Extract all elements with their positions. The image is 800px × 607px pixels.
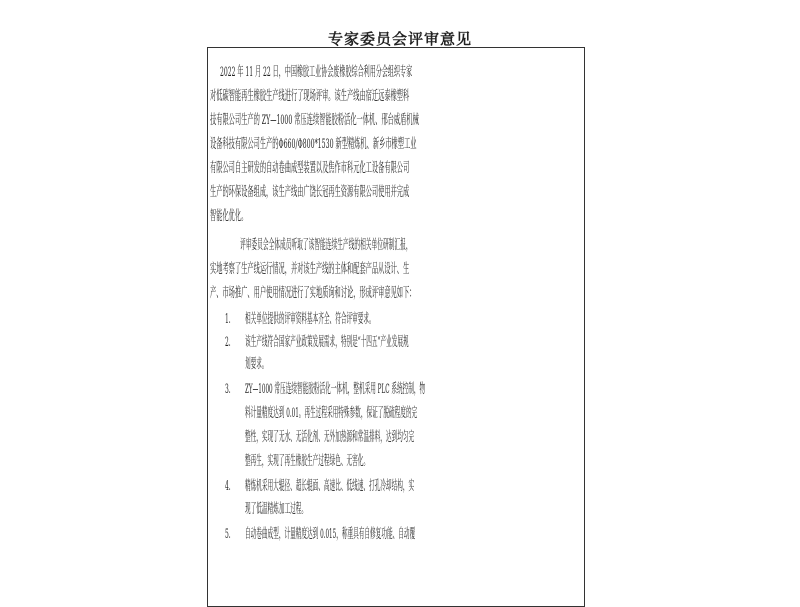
- item-number: 3.: [225, 382, 231, 397]
- item-line: 整再生，实现了再生橡胶生产过程绿色、无害化。: [245, 454, 370, 469]
- paragraph-1-line: 生产的环保设备组成，该生产线由广饶长冠再生资源有限公司使用并完成: [210, 185, 410, 200]
- paragraph-1-line: 2022 年 11 月 22 日，中国橡胶工业协会废橡胶综合利用分会组织专家: [220, 65, 413, 80]
- paragraph-1-line: 有限公司自主研发的自动卷曲成型装置以及焦作市科元化工设备有限公司: [210, 161, 410, 176]
- paragraph-2-line: 评审委员会全体成员听取了该智能连续生产线的相关单位研制汇报，: [240, 238, 412, 253]
- item-line: 相关单位提供的评审资料基本齐全、符合评审要求。: [245, 312, 375, 327]
- item-number: 5.: [225, 527, 231, 542]
- item-line: 划要求。: [245, 357, 268, 372]
- paragraph-1-line: 智能化优化。: [210, 209, 248, 224]
- paragraph-1-line: 技有限公司生产的 ZY—1000 常压连续智能胶粉活化一体机、邢台威盾机械: [210, 113, 419, 128]
- document-title: 专家委员会评审意见: [327, 30, 472, 48]
- item-line: 该生产线符合国家产业政策发展需求，特别是“十四五”产业发展规: [245, 335, 409, 350]
- item-line: 精炼机采用大辊径、超长辊面、高速比、低线速、打孔冷却结构，实: [245, 479, 415, 494]
- item-line: 自动卷曲成型，计量精度达到 0.015，称重具有自修复功能、自动覆: [245, 527, 416, 542]
- item-number: 2.: [225, 335, 231, 350]
- paragraph-2-line: 实地考察了生产线运行情况，并对该生产线的主体和配套产品从设计、生: [210, 262, 410, 277]
- paragraph-2-line: 产、市场推广、用户使用情况进行了实地质询和讨论，形成评审意见如下：: [210, 286, 416, 301]
- item-line: 料计量精度达到 0.01。再生过程采用特殊参数，保证了脱硫程度的完: [245, 406, 418, 421]
- item-number: 1.: [225, 312, 231, 327]
- item-line: 整性，实现了无水、无活化剂、无外加热源和常温排料，达到均匀完: [245, 430, 415, 445]
- paragraph-1-line: 对低碳智能再生橡胶生产线进行了现场评审。该生产线由宿迁远泰橡塑科: [210, 89, 410, 104]
- item-number: 4.: [225, 479, 231, 494]
- item-line: ZY—1000 常压连续智能胶粉活化一体机，整机采用 PLC 系统控制，物: [245, 382, 426, 397]
- paragraph-1-line: 设备科技有限公司生产的Φ660/Φ800*1530 新型精炼机、新乡市橡塑工业: [210, 137, 417, 152]
- item-line: 现了低温精炼加工过程。: [245, 502, 308, 517]
